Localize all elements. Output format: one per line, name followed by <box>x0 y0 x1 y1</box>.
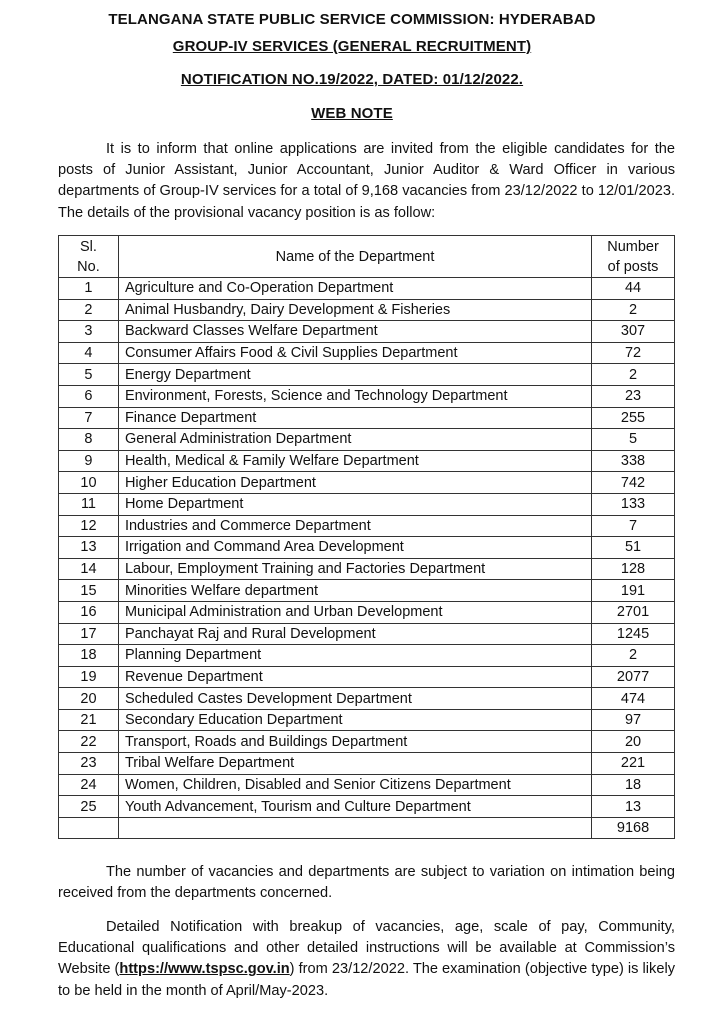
header-number-of-posts <box>592 236 675 278</box>
row-number-of-posts: 255 <box>592 407 675 429</box>
table-row <box>59 666 675 688</box>
header-sl-line2: No. <box>77 258 100 275</box>
row-department-name: Industries and Commerce Department <box>118 515 591 537</box>
row-department-name: Environment, Forests, Science and Technology Department <box>118 385 591 407</box>
table-row <box>59 709 675 731</box>
row-number-of-posts: 18 <box>592 774 675 796</box>
total-row <box>59 817 675 839</box>
row-number-of-posts: 44 <box>592 278 675 300</box>
table-row <box>59 299 675 321</box>
details-after-link: ) from 23/12/2022. The examination (objective type) is likely to be held in the month of April/May-2023. <box>58 961 675 999</box>
table-row <box>59 558 675 580</box>
table-row <box>59 753 675 775</box>
row-department-name: Consumer Affairs Food & Civil Supplies Department <box>118 342 591 364</box>
row-number-of-posts: 51 <box>592 537 675 559</box>
details-paragraph <box>58 917 675 1002</box>
row-sl-no: 24 <box>59 774 119 796</box>
row-sl-no: 22 <box>59 731 119 753</box>
row-number-of-posts: 221 <box>592 753 675 775</box>
total-sl-empty <box>59 817 119 839</box>
row-number-of-posts: 133 <box>592 493 675 515</box>
row-number-of-posts: 742 <box>592 472 675 494</box>
row-sl-no: 3 <box>59 321 119 343</box>
table-row <box>59 623 675 645</box>
table-row <box>59 385 675 407</box>
row-number-of-posts: 13 <box>592 796 675 818</box>
row-sl-no: 11 <box>59 493 119 515</box>
row-number-of-posts: 1245 <box>592 623 675 645</box>
row-sl-no: 5 <box>59 364 119 386</box>
row-number-of-posts: 338 <box>592 450 675 472</box>
row-number-of-posts: 307 <box>592 321 675 343</box>
row-sl-no: 19 <box>59 666 119 688</box>
row-sl-no: 6 <box>59 385 119 407</box>
row-department-name: Labour, Employment Training and Factories Department <box>118 558 591 580</box>
row-sl-no: 20 <box>59 688 119 710</box>
table-row <box>59 580 675 602</box>
table-row <box>59 601 675 623</box>
row-sl-no: 13 <box>59 537 119 559</box>
notification-title: NOTIFICATION NO.19/2022, DATED: 01/12/2022. <box>180 71 524 88</box>
row-department-name: Energy Department <box>118 364 591 386</box>
row-number-of-posts: 5 <box>592 429 675 451</box>
row-sl-no: 4 <box>59 342 119 364</box>
table-row <box>59 796 675 818</box>
commission-title: TELANGANA STATE PUBLIC SERVICE COMMISSION: HYDERABAD <box>108 11 596 28</box>
row-sl-no: 2 <box>59 299 119 321</box>
row-department-name: Scheduled Castes Development Department <box>118 688 591 710</box>
row-department-name: Agriculture and Co-Operation Department <box>118 278 591 300</box>
table-row <box>59 493 675 515</box>
table-row <box>59 731 675 753</box>
row-number-of-posts: 7 <box>592 515 675 537</box>
row-sl-no: 1 <box>59 278 119 300</box>
header-num-line2: of posts <box>607 258 659 275</box>
row-department-name: Transport, Roads and Buildings Department <box>118 731 591 753</box>
row-sl-no: 17 <box>59 623 119 645</box>
group-title: GROUP-IV SERVICES (GENERAL RECRUITMENT) <box>172 38 532 55</box>
row-sl-no: 14 <box>59 558 119 580</box>
row-department-name: Home Department <box>118 493 591 515</box>
table-header-row <box>59 236 675 278</box>
table-row <box>59 342 675 364</box>
row-number-of-posts: 474 <box>592 688 675 710</box>
row-sl-no: 18 <box>59 645 119 667</box>
details-before-link: Detailed Notification with breakup of vacancies, age, scale of pay, Community, Educational qualifications and other detailed instructions will be available at Commission’s Website ( <box>58 919 675 978</box>
intro-paragraph: It is to inform that online applications are invited from the eligible candidates for the posts of Junior Assistant, Junior Accountant, Junior Auditor & Ward Officer in various departments of Group-IV services for a total of 9,168 vacancies from 23/12/2022 to 12/01/2023. The details of the provisional vacancy position is as follow: <box>58 141 675 221</box>
header-num-line1: Number <box>607 238 659 255</box>
row-sl-no: 9 <box>59 450 119 472</box>
row-department-name: Tribal Welfare Department <box>118 753 591 775</box>
table-row <box>59 688 675 710</box>
table-row <box>59 407 675 429</box>
row-number-of-posts: 20 <box>592 731 675 753</box>
row-sl-no: 7 <box>59 407 119 429</box>
total-posts: 9168 <box>592 817 675 839</box>
row-number-of-posts: 191 <box>592 580 675 602</box>
row-sl-no: 8 <box>59 429 119 451</box>
row-number-of-posts: 2 <box>592 364 675 386</box>
row-sl-no: 10 <box>59 472 119 494</box>
row-sl-no: 16 <box>59 601 119 623</box>
table-row <box>59 364 675 386</box>
table-row <box>59 537 675 559</box>
row-department-name: Minorities Welfare department <box>118 580 591 602</box>
row-number-of-posts: 2077 <box>592 666 675 688</box>
row-number-of-posts: 2701 <box>592 601 675 623</box>
header-sl-line1: Sl. <box>80 238 97 255</box>
table-row <box>59 321 675 343</box>
row-department-name: Youth Advancement, Tourism and Culture Department <box>118 796 591 818</box>
row-sl-no: 12 <box>59 515 119 537</box>
row-department-name: Panchayat Raj and Rural Development <box>118 623 591 645</box>
table-row <box>59 645 675 667</box>
row-number-of-posts: 2 <box>592 299 675 321</box>
commission-website-link[interactable]: https://www.tspsc.gov.in <box>119 961 290 978</box>
row-department-name: Health, Medical & Family Welfare Department <box>118 450 591 472</box>
row-department-name: Municipal Administration and Urban Development <box>118 601 591 623</box>
row-department-name: Women, Children, Disabled and Senior Citizens Department <box>118 774 591 796</box>
row-department-name: Finance Department <box>118 407 591 429</box>
row-number-of-posts: 72 <box>592 342 675 364</box>
table-row <box>59 515 675 537</box>
header-sl-no <box>59 236 119 278</box>
header-department-name: Name of the Department <box>118 236 591 278</box>
row-department-name: Animal Husbandry, Dairy Development & Fisheries <box>118 299 591 321</box>
row-department-name: Irrigation and Command Area Development <box>118 537 591 559</box>
web-note-title: WEB NOTE <box>311 105 393 122</box>
row-sl-no: 21 <box>59 709 119 731</box>
variation-note: The number of vacancies and departments are subject to variation on intimation being received from the departments concerned. <box>58 864 675 902</box>
row-number-of-posts: 2 <box>592 645 675 667</box>
row-department-name: Secondary Education Department <box>118 709 591 731</box>
table-row <box>59 472 675 494</box>
table-row <box>59 278 675 300</box>
table-row <box>59 429 675 451</box>
row-sl-no: 15 <box>59 580 119 602</box>
table-body <box>59 278 675 818</box>
row-sl-no: 23 <box>59 753 119 775</box>
table-row <box>59 450 675 472</box>
vacancy-table <box>58 235 675 839</box>
row-department-name: Revenue Department <box>118 666 591 688</box>
total-name-empty <box>118 817 591 839</box>
row-department-name: Higher Education Department <box>118 472 591 494</box>
row-department-name: Planning Department <box>118 645 591 667</box>
row-sl-no: 25 <box>59 796 119 818</box>
table-row <box>59 774 675 796</box>
row-number-of-posts: 23 <box>592 385 675 407</box>
row-department-name: General Administration Department <box>118 429 591 451</box>
row-department-name: Backward Classes Welfare Department <box>118 321 591 343</box>
row-number-of-posts: 128 <box>592 558 675 580</box>
row-number-of-posts: 97 <box>592 709 675 731</box>
